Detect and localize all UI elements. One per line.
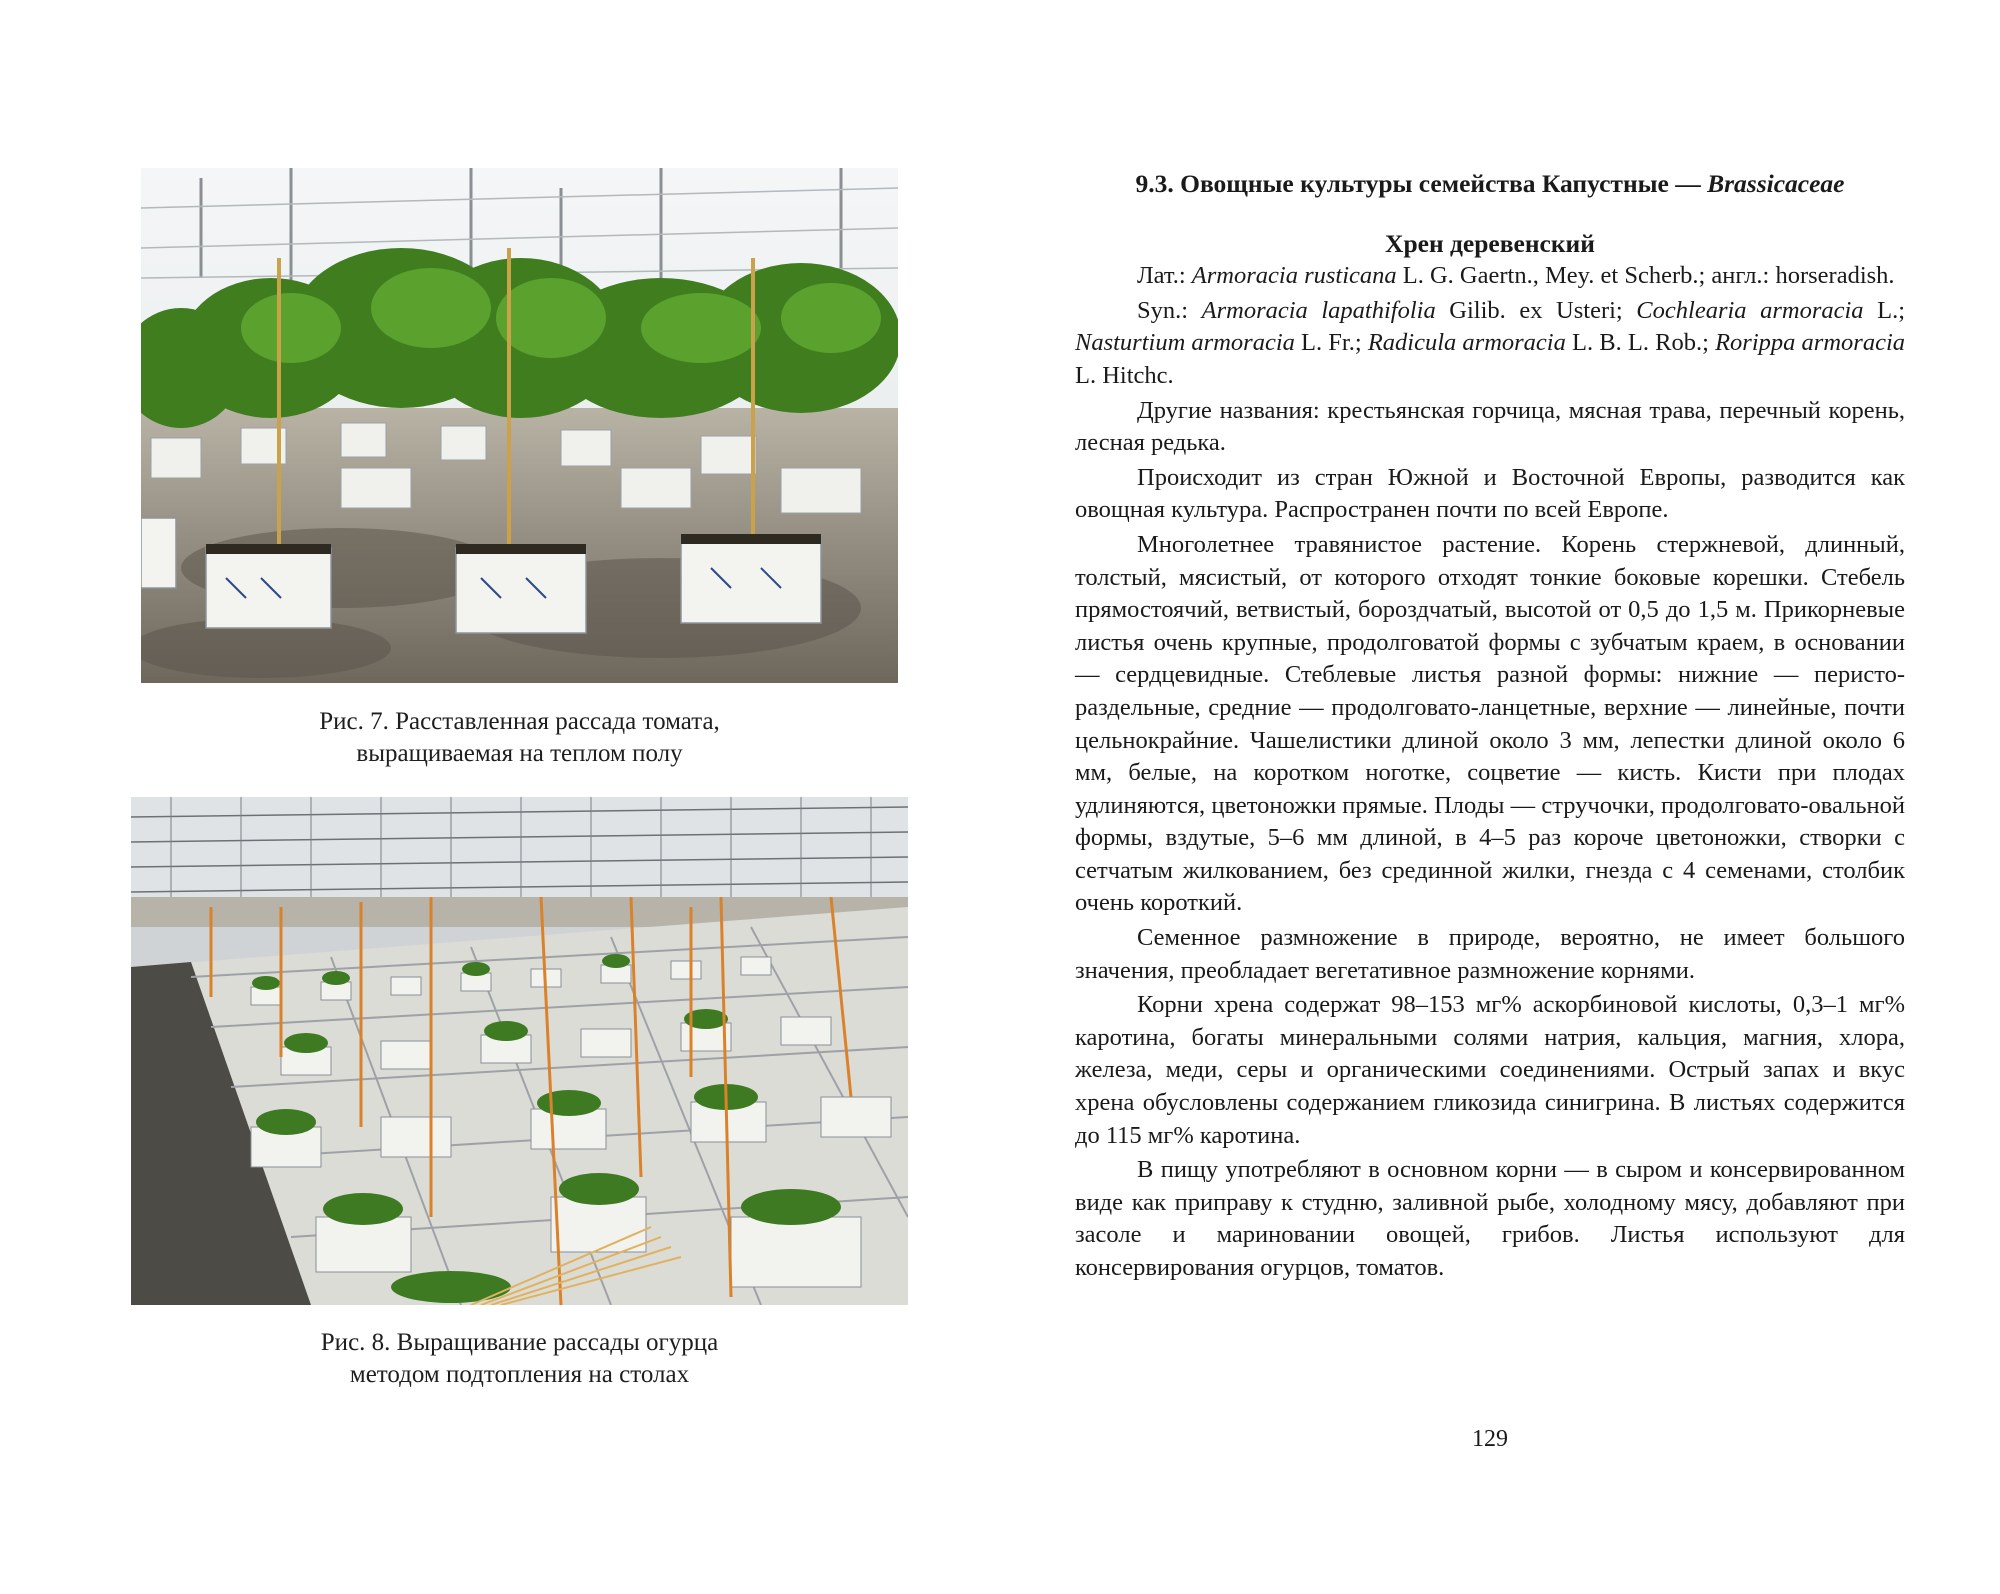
section-heading-latin: Brassicaceae [1707,169,1845,198]
page-number: 129 [1472,1426,1508,1452]
species-title: Хрен деревенский [1385,228,1595,258]
figure-8-caption-line1: Рис. 8. Выращивание рассады огурца [320,1329,719,1356]
text-column [1075,168,1905,1287]
figure-7-photo [141,168,898,683]
paragraph-propagation: Семенное размножение в природе, вероятно, не имеет большого значения, преобладает вегетативное размножение корнями. [1075,924,1905,984]
paragraph-latin-name: Лат.: Armoracia rusticana L. G. Gaertn., Mey. et Scherb.; англ.: horseradish. [1137,262,1895,290]
figure-8-caption [131,1327,908,1391]
figure-8-caption-line2: методом подтопления на столах [349,1361,690,1388]
paragraph-other-names: Другие названия: крестьянская горчица, мясная трава, перечный корень, лесная редька. [1075,396,1905,457]
figure-7-caption-line2: выращиваемая на теплом полу [356,740,683,767]
figure-8-photo [131,797,908,1305]
figure-7-caption [141,706,898,770]
paragraph-usage: В пищу употребляют в основном корни — в сыром и консервированном виде как приправу к студню, заливной рыбе, холодному мясу, добавляют при засоле и мариновании овощей, грибов. Листья используют для консервирования огурцов, томатов. [1075,1156,1905,1281]
paragraph-composition: Корни хрена содержат 98–153 мг% аскорбиновой кислоты, 0,3–1 мг% каротина, богаты минеральными солями натрия, кальция, магния, хлора, железа, меди, серы и органическими соединениями. Острый запах и вкус хрена обусловлены содержанием гликозида синигрина. В листьях содержится до 115 мг% каротина. [1075,991,1905,1149]
paragraph-origin: Происходит из стран Южной и Восточной Европы, разводится как овощная культура. Распространен почти по всей Европе. [1075,463,1905,524]
section-heading-prefix: 9.3. Овощные культуры семейства Капустные — [1135,169,1708,198]
paragraph-description: Многолетнее травянистое растение. Корень стержневой, длинный, толстый, мясистый, от которого отходят тонкие боковые корешки. Стебель прямостоячий, ветвистый, бороздчатый, высотой от 0,5 до 1,5 м. Прикорневые листья очень крупные, продолговатой формы с зубчатым краем, в основании — сердцевидные. Стеблевые листья разной формы: нижние — перисто-раздельные, средние — продолговато-ланцетные, верхние — линейные, почти цельнокрайние. Чашелистики длиной около 3 мм, лепестки длиной около 6 мм, белые, на коротком ноготке, соцветие — кисть. Кисти при плодах удлиняются, цветоножки прямые. Плоды — стручочки, продолговато-овальной формы, вздутые, 5–6 мм длиной, в 4–5 раз короче цветоножки, створки с сетчатым жилкованием, без срединной жилки, гнезда с 4 семенами, столбик очень короткий. [1075,530,1905,917]
section-heading [1075,168,1905,201]
paragraph-synonyms: Syn.: Armoracia lapathifolia Gilib. ex Usteri; Cochlearia armoracia L.; Nasturtium armoracia L. Fr.; Radicula armoracia L. B. L. Rob.; Rorippa armoracia L. Hitchc. [1075,296,1906,389]
figure-7-caption-line1: Рис. 7. Расставленная рассада томата, [319,708,720,735]
